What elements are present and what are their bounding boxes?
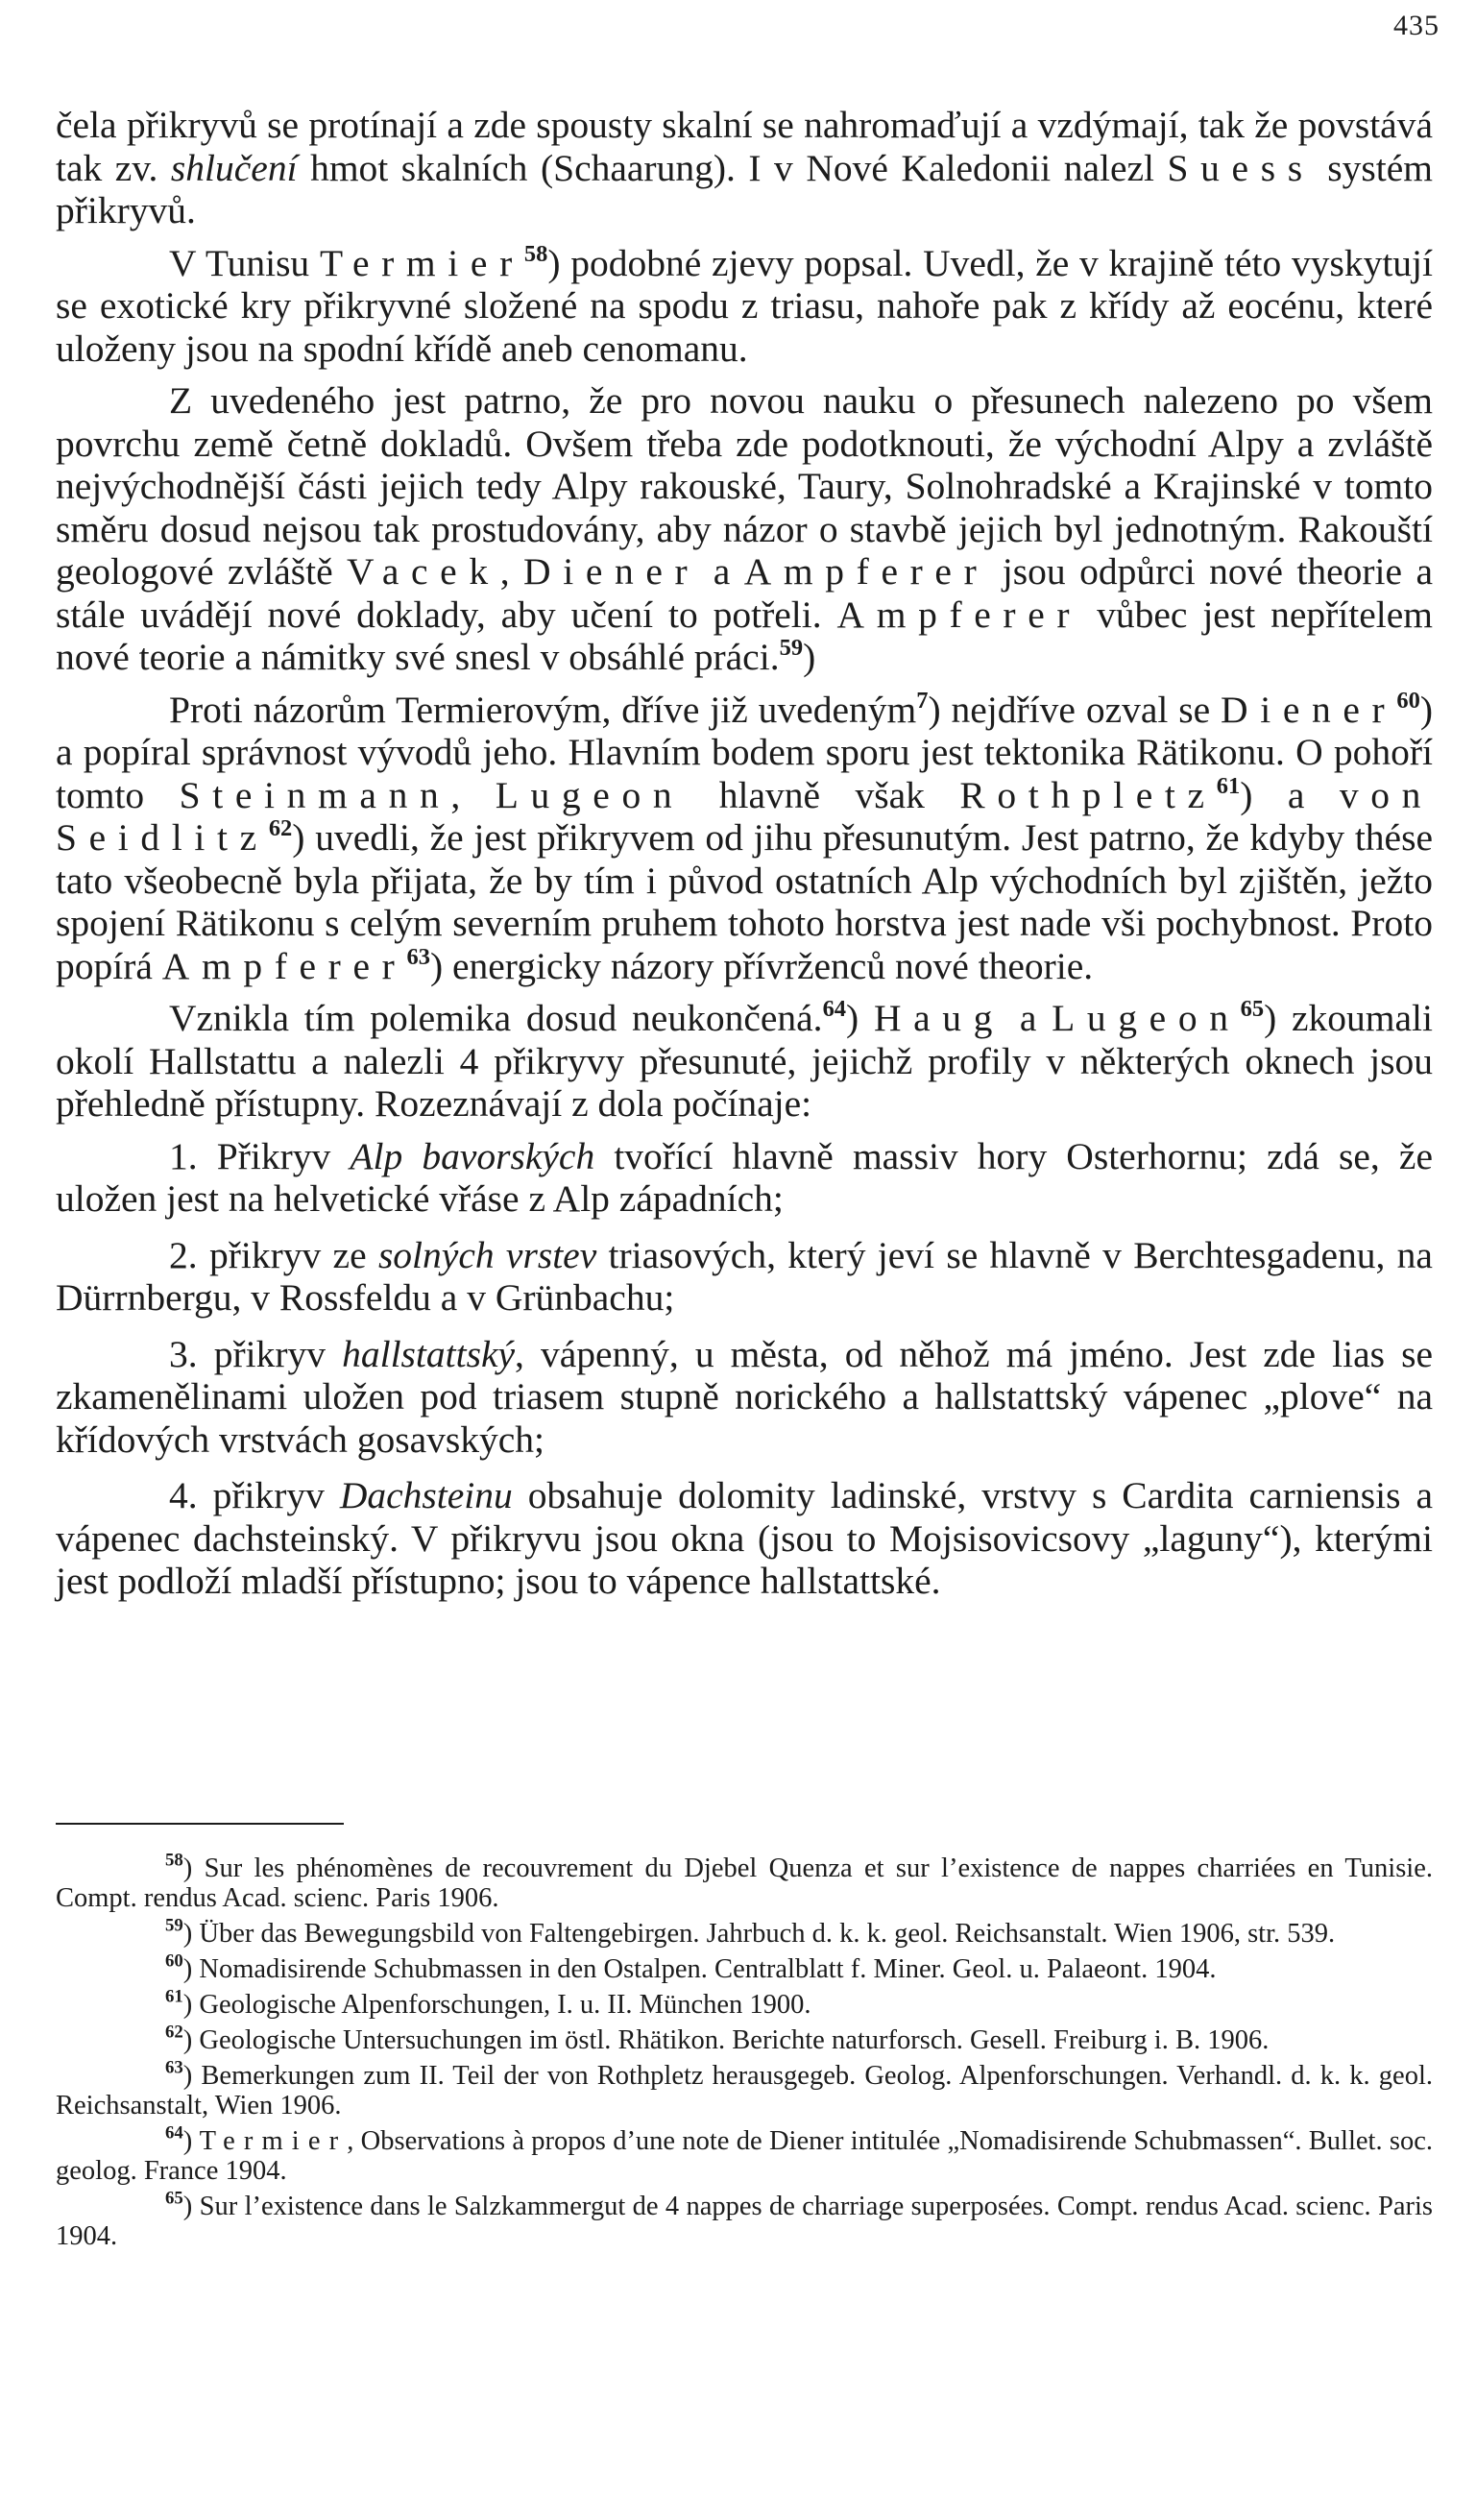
footnotes bbox=[56, 1850, 1433, 2257]
paragraph-3: Z uvedeného jest patrno, že pro novou nauku o přesunech nalezeno po všem povrchu země četně dokladů. Ovšem třeba zde podotknouti, že východní Alpy a zvláště nejvýchodnější části jejich tedy Alpy rakouské, Taury, Solnohradské a Krajinské v tomto směru dosud nejsou tak prostudovány, aby názor o stavbě jejich byl jednotným. Rakouští geologové zvláště Vacek, Diener a Ampferer jsou odpůrci nové theorie a stále uvádějí nové doklady, aby učení to potřeli. Ampferer vůbec jest nepřítelem nové teorie a námitky své snesl v obsáhlé práci.$^{59}$) bbox=[56, 379, 1433, 678]
page-number: 435 bbox=[1393, 10, 1440, 41]
list-item: 2. přikryv ze solných vrstev triasových, který jeví se hlavně v Berchtesgadenu, na Dürrnbergu, v Rossfeldu a v Grünbachu; bbox=[56, 1233, 1433, 1319]
paragraph-5: Vznikla tím polemika dosud neukončená.$^{64}$) Haug a Lugeon$^{65}$) zkoumali okolí Hallstattu a nalezli 4 přikryvy přesunuté, jejichž profily v některých oknech jsou přehledně přístupny. Rozeznávají z dola počínaje: bbox=[56, 995, 1433, 1125]
footnote: $^{62}$) Geologische Untersuchungen im östl. Rhätikon. Berichte naturforsch. Gesell. Freiburg i. B. 1906. bbox=[165, 2022, 1270, 2055]
footnote: $^{58}$) Sur les phénomènes de recouvrement du Djebel Quenza et sur l’existence de nappes charriées en Tunisie. Compt. rendus Acad. scienc. Paris 1906. bbox=[56, 1850, 1433, 1913]
list-item: 4. přikryv Dachsteinu obsahuje dolomity ladinské, vrstvy s Cardita carniensis a vápenec dachsteinský. V přikryvu jsou okna (jsou to Mojsisovicsovy „laguny“), kterými jest podloží mladší přístupno; jsou to vápence hallstattské. bbox=[56, 1474, 1433, 1602]
list-item: 3. přikryv hallstattský, vápenný, u města, od něhož má jméno. Jest zde lias se zkamenělinami uložen pod triasem stupně norického a hallstattský vápenec „plove“ na křídových vrstvách gosavských; bbox=[56, 1332, 1433, 1461]
main-text bbox=[56, 104, 1433, 1616]
paragraph-1: čela přikryvů se protínají a zde spousty skalní se nahromaďují a vzdýmají, tak že povstává tak zv. shlučení hmot skalních (Schaarung). I v Nové Kaledonii nalezl Suess systém přikryvů. bbox=[56, 104, 1433, 231]
footnote: $^{63}$) Bemerkungen zum II. Teil der von Rothpletz herausgegeb. Geolog. Alpenforschungen. Verhandl. d. k. k. geol. Reichsanstalt, Wien 1906. bbox=[56, 2057, 1433, 2120]
footnote: $^{61}$) Geologische Alpenforschungen, I. u. II. München 1900. bbox=[165, 1986, 811, 2020]
paragraph-2: V Tunisu Termier$^{58}$) podobné zjevy popsal. Uvedl, že v krajině této vyskytují se exotické kry přikryvné složené na spodu z triasu, nahoře pak z křídy až eocénu, které uloženy jsou na spodní křídě aneb cenomanu. bbox=[56, 240, 1433, 370]
paragraph-4: Proti názorům Termierovým, dříve již uvedeným$^7$) nejdříve ozval se Diener$^{60}$) a popíral správnost vývodů jeho. Hlavním bodem sporu jest tektonika Rätikonu. O pohoří tomto Steinmann, Lugeon hlavně však Rothpletz$^{61}$) a von Seidlitz$^{62}$) uvedli, že jest přikryvem od jihu přesunutým. Jest patrno, že kdyby thése tato všeobecně byla přijata, že by tím i původ ostatních Alp východních byl zjištěn, ježto spojení Rätikonu s celým severním pruhem tohoto horstva jest nade vši pochybnost. Proto popírá Ampferer$^{63}$) energicky názory přívrženců nové theorie. bbox=[56, 687, 1434, 987]
footnote: $^{59}$) Über das Bewegungsbild von Faltengebirgen. Jahrbuch d. k. k. geol. Reichsanstalt. Wien 1906, str. 539. bbox=[165, 1915, 1336, 1949]
footnote: $^{64}$) Termier, Observations à propos d’une note de Diener intitulée „Nomadisirende Schubmassen“. Bullet. soc. geolog. France 1904. bbox=[56, 2122, 1433, 2186]
footnote-divider bbox=[56, 1823, 344, 1825]
footnote: $^{65}$) Sur l’existence dans le Salzkammergut de 4 nappes de charriage superposées. Compt. rendus Acad. scienc. Paris 1904. bbox=[56, 2188, 1433, 2251]
footnote: $^{60}$) Nomadisirende Schubmassen in den Ostalpen. Centralblatt f. Miner. Geol. u. Palaeont. 1904. bbox=[165, 1951, 1217, 1984]
list-item: 1. Přikryv Alp bavorských tvořící hlavně massiv hory Osterhornu; zdá se, že uložen jest na helvetické vřáse z Alp západních; bbox=[56, 1134, 1433, 1220]
